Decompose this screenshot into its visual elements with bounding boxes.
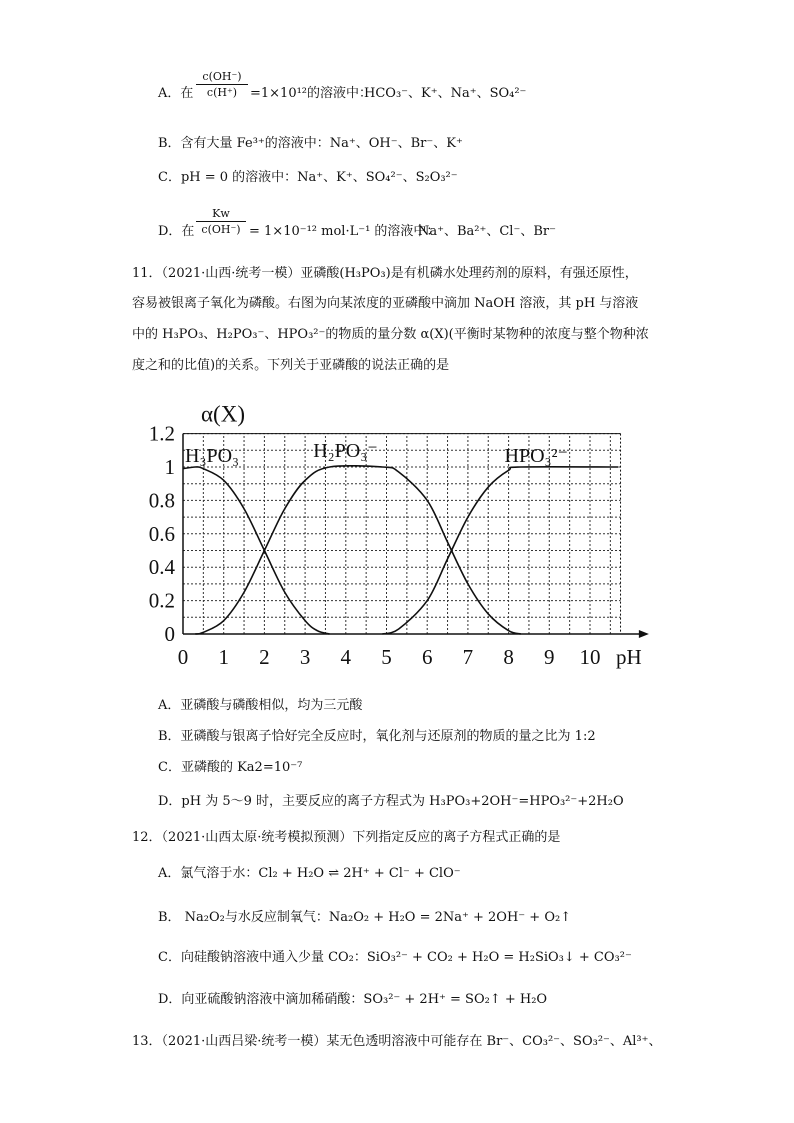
- q10-a-prefix: A．在: [158, 86, 194, 101]
- q12-option-b: B． Na₂O₂与水反应制氧气：Na₂O₂ + H₂O = 2Na⁺ + 2OH⁻ + O₂↑: [158, 910, 572, 925]
- alpha-ph-chart: [140, 394, 650, 680]
- x-tick-label: 8: [503, 645, 514, 669]
- q11-option-b: B．亚磷酸与银离子恰好完全反应时，氧化剂与还原剂的物质的量之比为 1:2: [158, 729, 596, 744]
- y-tick-label: 0.6: [148, 521, 175, 546]
- x-tick-label: 9: [544, 645, 555, 669]
- y-tick-label: 0.2: [148, 588, 175, 613]
- q11-option-c: C．亚磷酸的 Ka2=10⁻⁷: [158, 760, 303, 775]
- x-tick-label: 0: [177, 645, 189, 669]
- q11-stem-line-1: 11．（2021·山西·统考一模）亚磷酸(H₃PO₃)是有机磷水处理药剂的原料，有强还原性，: [132, 266, 638, 281]
- x-tick-label: 3: [299, 645, 311, 669]
- y-axis-label: α(X): [201, 401, 245, 427]
- q12-option-a: A．氯气溶于水：Cl₂ + H₂O ⇌ 2H⁺ + Cl⁻ + ClO⁻: [158, 866, 461, 881]
- q10-a-condition: =1×10¹²的溶液中：: [250, 86, 373, 101]
- fraction-bar: [196, 84, 248, 85]
- q10-d-numerator: Kw: [212, 207, 230, 220]
- q11-stem-line-2: 容易被银离子氧化为磷酸。右图为向某浓度的亚磷酸中滴加 NaOH 溶液，其 pH 与溶液: [132, 296, 639, 311]
- chart-axes: [183, 434, 649, 638]
- q10-a-ions: HCO₃⁻、K⁺、Na⁺、SO₄²⁻: [364, 86, 527, 101]
- y-tick-label: 1.2: [148, 421, 175, 446]
- x-tick-label: 5: [381, 645, 392, 669]
- y-tick-label: 1: [164, 455, 175, 479]
- series-label: H₂PO₃⁻: [313, 439, 378, 462]
- y-tick-label: 0.8: [148, 488, 175, 513]
- chart-labels: [185, 402, 642, 669]
- q11-stem-line-4: 度之和的比值)的关系。下列关于亚磷酸的说法正确的是: [132, 358, 450, 373]
- x-tick-label: 10: [579, 645, 601, 669]
- q10-option-b: B．含有大量 Fe³⁺的溶液中：Na⁺、OH⁻、Br⁻、K⁺: [158, 136, 463, 151]
- q11-option-a: A．亚磷酸与磷酸相似，均为三元酸: [158, 698, 363, 713]
- q10-a-numerator: c(OH⁻): [202, 70, 242, 83]
- q10-d-prefix: D．在: [158, 224, 195, 239]
- x-tick-label: 2: [259, 645, 270, 669]
- series-label: HPO₃²⁻: [504, 444, 569, 467]
- q10-d-denominator: c(OH⁻): [201, 223, 241, 236]
- q11-stem-line-3: 中的 H₃PO₃、H₂PO₃⁻、HPO₃²⁻的物质的量分数 α(X)(平衡时某物种的浓度与整个物种浓: [132, 327, 649, 342]
- x-tick-label: 6: [421, 645, 433, 669]
- x-tick-label: 1: [218, 645, 229, 669]
- series-label: H₃PO₃: [185, 444, 240, 467]
- q12-option-d: D．向亚硫酸钠溶液中滴加稀硝酸：SO₃²⁻ + 2H⁺ = SO₂↑ + H₂O: [158, 992, 548, 1007]
- q10-a-denominator: c(H⁺): [206, 86, 238, 99]
- q10-d-ions: Na⁺、Ba²⁺、Cl⁻、Br⁻: [418, 224, 556, 239]
- x-axis-arrow-icon: [639, 630, 649, 638]
- q10-a-fraction: [196, 70, 248, 99]
- q12-option-c: C．向硅酸钠溶液中通入少量 CO₂：SiO₃²⁻ + CO₂ + H₂O = H₂SiO₃↓ + CO₃²⁻: [158, 950, 632, 965]
- y-tick-label: 0: [164, 622, 175, 646]
- chart-curves: [183, 466, 618, 634]
- q12-stem: 12．（2021·山西太原·统考模拟预测）下列指定反应的离子方程式正确的是: [132, 830, 561, 845]
- q13-stem: 13．（2021·山西吕梁·统考一模）某无色透明溶液中可能存在 Br⁻、CO₃²⁻、SO₃²⁻、Al³⁺、: [132, 1034, 662, 1049]
- y-tick-label: 0.4: [148, 555, 175, 580]
- q10-d-condition: = 1×10⁻¹² mol·L⁻¹ 的溶液中：: [249, 224, 440, 239]
- fraction-bar: [196, 221, 246, 222]
- q10-option-c: C．pH = 0 的溶液中：Na⁺、K⁺、SO₄²⁻、S₂O₃²⁻: [158, 170, 458, 185]
- x-axis-label: pH: [616, 645, 642, 669]
- x-tick-label: 7: [462, 645, 474, 669]
- q11-option-d: D．pH 为 5～9 时，主要反应的离子方程式为 H₃PO₃+2OH⁻=HPO₃²⁻+2H₂O: [158, 794, 624, 809]
- q10-d-fraction: [196, 207, 246, 236]
- x-tick-label: 4: [340, 645, 352, 669]
